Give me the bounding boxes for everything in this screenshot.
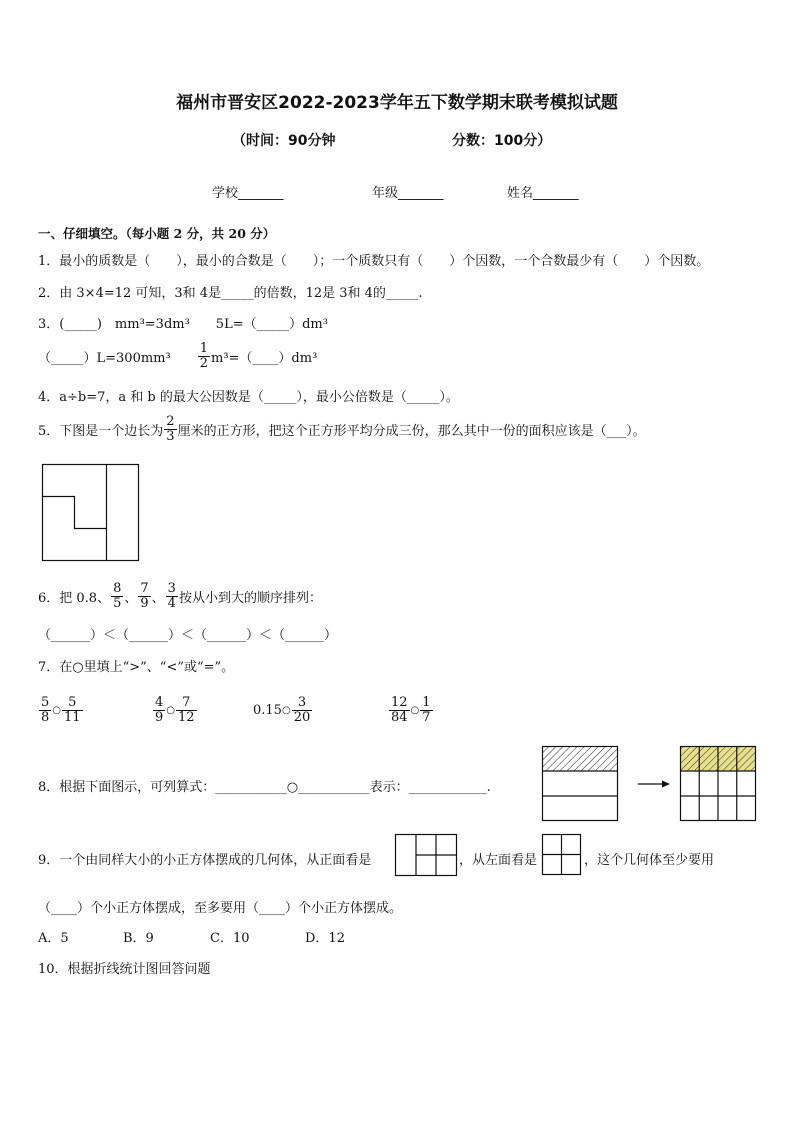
q7-compare-3: 0.15 ○ $\frac{3}{20}$ [253,694,311,725]
question-4: 4．a÷b=7，a 和 b 的最大公因数是（_____），最小公倍数是（_____）。 [38,390,459,405]
q6-answer-blanks[interactable]: （______）＜（______）＜（______）＜（______） [38,628,338,643]
option-c[interactable]: C．10 [210,931,250,946]
right-rectangle-grid [681,747,756,821]
q3-fraction: $\frac{1}{2}$ [199,340,208,371]
question-8: 8．根据下面图示，可列算式：___________○___________表示：____________. [38,780,491,795]
q6-sep-1: 、 [124,590,138,606]
question-5 [38,410,646,448]
q3-text-a: （_____）L=300mm³ [38,350,171,366]
q6-fraction-1: $\frac{8}{5}$ [113,580,122,611]
option-a[interactable]: A．5 [38,931,69,946]
exam-score: 分数：100分） [452,133,552,149]
option-b[interactable]: B．9 [123,931,154,946]
question-9-suffix: ，这个几何体至少要用 [584,853,715,868]
option-d[interactable]: D．12 [305,931,345,946]
square-divided-figure [42,464,139,562]
grade-field[interactable]: 年级_______ [372,186,444,201]
q6-fraction-2: $\frac{7}{9}$ [140,580,149,611]
arrow-icon [638,781,670,788]
question-9-prefix: 9．一个由同样大小的小正方体摆成的几何体，从正面看是 [38,853,372,868]
q6-sep-2: 、 [151,590,165,606]
q5-suffix: 厘米的正方形，把这个正方形平均分成三份，那么其中一份的面积应该是（___）。 [177,423,646,439]
q7-compare-2: $\frac{4}{9}$ ○ $\frac{7}{12}$ [155,694,195,725]
q3-text-b: m³=（____）dm³ [211,350,318,366]
fraction-diagram [542,746,757,822]
question-2: 2．由 3×4=12 可知，3和 4是_____的倍数，12是 3和 4的_____. [38,286,423,301]
q5-prefix: 5．下图是一个边长为 [38,423,164,439]
compare-circle[interactable]: ○ [52,704,62,716]
page-title: 福州市晋安区2022-2023学年五下数学期末联考模拟试题 [176,93,618,113]
compare-circle[interactable]: ○ [166,704,176,716]
question-6 [38,576,322,616]
left-rectangle [543,747,618,821]
q6-fraction-3: $\frac{3}{4}$ [167,580,176,611]
q7-compare-4: $\frac{12}{84}$ ○ $\frac{1}{7}$ [391,694,431,725]
question-1: 1．最小的质数是（ ），最小的合数是（ ）；一个质数只有（ ）个因数，一个合数最少有（ ）个因数。 [38,254,710,269]
name-field[interactable]: 姓名_______ [507,186,579,201]
left-view-figure [542,834,582,876]
front-view-figure [395,834,458,876]
question-7: 7．在○里填上“>”、“<”或“=”。 [38,660,235,675]
exam-time: （时间：90分钟 [232,133,336,149]
question-10: 10．根据折线统计图回答问题 [38,962,211,977]
school-field[interactable]: 学校_______ [212,186,284,201]
question-3-line2 [38,338,317,374]
question-3-line1: 3．(_____) mm³=3dm³ 5L=（_____）dm³ [38,317,328,332]
q6-suffix: 按从小到大的顺序排列： [178,590,322,606]
question-9-mid: ，从左面看是 [459,853,538,868]
section-heading: 一、仔细填空。（每小题 2 分，共 20 分） [38,226,276,241]
compare-circle[interactable]: ○ [281,704,291,716]
q6-prefix: 6．把 0.8、 [38,590,111,606]
question-9-line2: （____）个小正方体摆成，至多要用（____）个小正方体摆成。 [38,901,403,916]
q5-fraction: $\frac{2}{3}$ [166,413,175,444]
compare-circle[interactable]: ○ [410,704,420,716]
q7-compare-1: $\frac{5}{8}$ ○ $\frac{5}{11}$ [41,694,81,725]
